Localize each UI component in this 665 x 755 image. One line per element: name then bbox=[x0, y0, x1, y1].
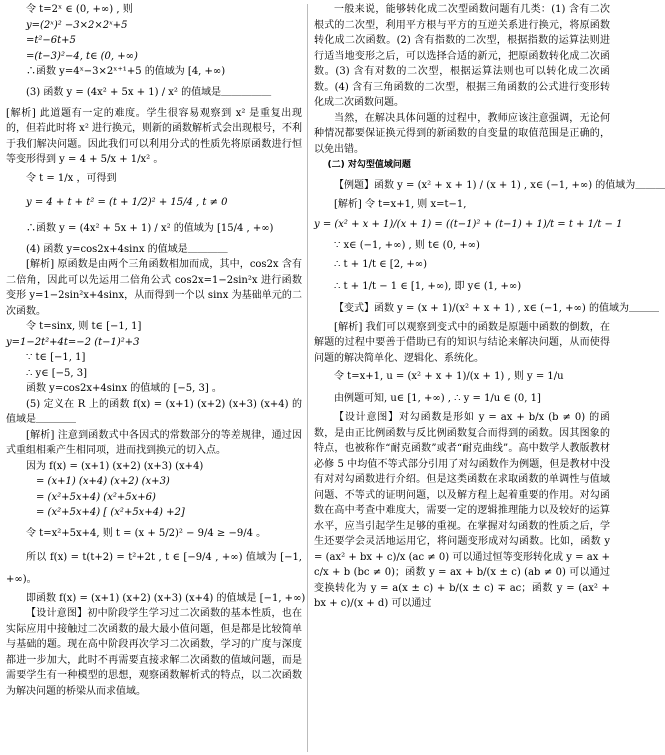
left-text-l03: =t²−6t+5 bbox=[26, 35, 76, 46]
left-text-l21: = (x+1) (x+4) (x+2) (x+3) bbox=[36, 476, 170, 487]
left-text-l13: 令 t=sinx, 则 t∈ [−1, 1] bbox=[26, 321, 142, 332]
right-column bbox=[314, 2, 665, 754]
left-text-l19: [解析] 注意到函数式中各因式的常数部分的等差规律，通过因式重组相乘产生相同项，进而找到换元的切入点。 bbox=[6, 429, 302, 456]
left-text-l14: y=1−2t²+4t=−2 (t−1)²+3 bbox=[6, 336, 140, 348]
right-text-r02: 当然，在解决具体问题的过程中，教师应该注意强调，无论何种情况都要保证换元得到的新函数的自变量的取值范围是正确的，以免出错。 bbox=[314, 112, 610, 155]
left-text-l01: 令 t=2ˣ ∈ (0, +∞) , 则 bbox=[26, 4, 133, 15]
right-text-r01: 一般来说，能够转化成二次型函数问题有几类：(1) 含有二次根式的二次型，利用平方根与平方的互逆关系进行换元，将原函数转化成二次函数。(2) 含有指数的二次型，根据指数的运算法则进行适当地变形之后，可以选择合适的新元，把原函数转化成二次函数。(3) 含有对数的二次型，根据运算法则也可以转化成二次函数。(4) 含有三角函数的二次型，根据三角函数的公式进行变形转化成二次函数问题。 bbox=[314, 4, 610, 108]
right-text-r12: 令 t=x+1, u = (x² + x + 1)/(x + 1) , 则 y = 1/u bbox=[334, 371, 564, 383]
right-text-r11: [解析] 我们可以观察到变式中的函数是原题中函数的倒数，在解题的过程中要善于借助已有的知识与结论来解决问题，从而使得问题的解决简单化、逻辑化、系统化。 bbox=[314, 321, 610, 364]
right-text-r06: y = (x² + x + 1)/(x + 1) = ((t−1)² + (t−1) + 1)/t = t + 1/t − 1 bbox=[314, 219, 623, 231]
left-text-l18: (5) 定义在 R 上的函数 f(x) = (x+1) (x+2) (x+3) (x+4) 的值域是＿＿＿＿ bbox=[6, 398, 302, 425]
left-text-l23: = (x²+5x+4) [ (x²+5x+4) +2] bbox=[36, 507, 185, 518]
column-divider bbox=[307, 4, 308, 752]
left-text-l10: ∴函数 y = (4x² + 5x + 1) / x² 的值域为 [15/4 , +∞) bbox=[26, 222, 274, 234]
left-text-l17: 函数 y=cos2x+4sinx 的值域的 [−5, 3] 。 bbox=[26, 383, 222, 394]
right-text-r07: ∵ x∈ (−1, +∞) , 则 t∈ (0, +∞) bbox=[334, 240, 480, 252]
right-text-r10: 【变式】函数 y = (x + 1)/(x² + x + 1) , x∈ (−1, +∞) 的值域为＿＿＿ bbox=[334, 302, 659, 314]
left-text-l22: = (x²+5x+4) (x²+5x+6) bbox=[36, 491, 156, 503]
left-text-l06: (3) 函数 y = (4x² + 5x + 1) / x² 的值域是＿＿＿＿＿ bbox=[26, 86, 272, 98]
left-text-l04: =(t−3)²−4, t∈ (0, +∞) bbox=[26, 50, 138, 62]
left-text-l26: 即函数 f(x) = (x+1) (x+2) (x+3) (x+4) 的值域是 [−1, +∞) bbox=[26, 592, 306, 604]
left-text-l11: (4) 函数 y=cos2x+4sinx 的值域是＿＿＿＿ bbox=[26, 243, 228, 255]
left-text-l08: 令 t = 1/x ，可得到 bbox=[26, 172, 117, 184]
left-text-l05: ∴函数 y=4ˣ−3×2ˣ⁺¹+5 的值域为 [4, +∞) bbox=[26, 66, 226, 77]
left-text-l12: [解析] 原函数是由两个三角函数相加而成，其中，cos2x 含有二倍角，因此可以先运用二倍角公式 cos2x=1−2sin²x 进行函数变形 y=1−2sin²x+4sinx，从而得到一个以 sinx 为基础单元的二次函数。 bbox=[6, 259, 302, 317]
right-text-r08: ∴ t + 1/t ∈ [2, +∞) bbox=[334, 258, 428, 270]
right-text-r03: (二) 对勾型值域问题 bbox=[327, 160, 411, 170]
right-text-r13: 由例题可知, u∈ [1, +∞) , ∴ y = 1/u ∈ (0, 1] bbox=[334, 393, 541, 405]
left-text-l16: ∴ y∈ [−5, 3] bbox=[26, 367, 88, 379]
left-text-l02: y=(2ˣ)² −3×2×2ˣ+5 bbox=[26, 19, 128, 31]
left-text-l09: y = 4 + t + t² = (t + 1/2)² + 15/4 , t ≠ 0 bbox=[26, 196, 228, 208]
right-text-r05: [解析] 令 t=x+1, 则 x=t−1, bbox=[334, 198, 467, 210]
left-text-l25: 所以 f(x) = t(t+2) = t²+2t , t ∈ [−9/4 , +∞) 值域为 [−1, +∞)。 bbox=[6, 551, 302, 585]
left-text-l20: 因为 f(x) = (x+1) (x+2) (x+3) (x+4) bbox=[26, 460, 204, 472]
right-text-r09: ∴ t + 1/t − 1 ∈ [1, +∞), 即 y∈ (1, +∞) bbox=[334, 280, 522, 292]
right-text-r14: 【设计意图】对勾函数是形如 y = ax + b/x (b ≠ 0) 的函数，是由正比例函数与反比例函数复合而得到的函数。因其图象的特点，也被称作“耐克函数”或者“耐克曲线”。高中数学人教版教材必修 5 中均值不等式部分引用了对勾函数作为例题，但是教材中没有对对勾函数进行介绍。但是这类函数在求取函数的单调性与值域问题、不等式的证明问题，以及解方程上起着重要的作用。对勾函数在高中考查中难度大，需要一定的逻辑推理能力以及较好的运算水平，应当引起学生足够的重视。在掌握对勾函数的性质之后，学生还要学会灵活地运用它，将问题变形成对勾函数。比如，函数 y = (ax² + bx + c)/x (ac ≠ 0) 可以通过恒等变形转化成 y = ax + c/x + b (bc ≠ 0)；函数 y = ax + b/(x ± c) (ab ≠ 0) 可以通过变换转化为 y = a(x ± c) + b/(x ± c) ∓ ac；函数 y = (ax² + bx + c)/(x + d) 可以通过 bbox=[314, 412, 610, 610]
right-text-r04: 【例题】函数 y = (x² + x + 1) / (x + 1) , x∈ (−1, +∞) 的值域为＿＿＿ bbox=[334, 179, 665, 191]
left-text-l15: ∵ t∈ [−1, 1] bbox=[26, 352, 86, 363]
left-text-l24: 令 t=x²+5x+4, 则 t = (x + 5/2)² − 9/4 ≥ −9/4 。 bbox=[26, 527, 267, 539]
left-text-l27: 【设计意图】初中阶段学生学习过二次函数的基本性质，也在实际应用中接触过二次函数的最大最小值问题，但是都是比较简单与基础的题。现在高中阶段再次学习二次函数，学习的广度与深度都进一步加大，此时不再需要直接求解二次函数的值域问题，而是需要学生有一种模型的思想，观察函数解析式的特点，以二次函数为解决问题的桥梁从而求值域。 bbox=[6, 608, 302, 697]
left-column bbox=[6, 2, 306, 754]
left-text-l07: [解析] 此道题有一定的难度。学生很容易观察到 x² 是重复出现的，但若此时将 x² 进行换元，则新的函数解析式会出现根号，不利于我们解决问题。因此我们可以利用分式的性质先将原函数进行恒等变形得到 y = 4 + 5/x + 1/x² 。 bbox=[6, 107, 303, 165]
